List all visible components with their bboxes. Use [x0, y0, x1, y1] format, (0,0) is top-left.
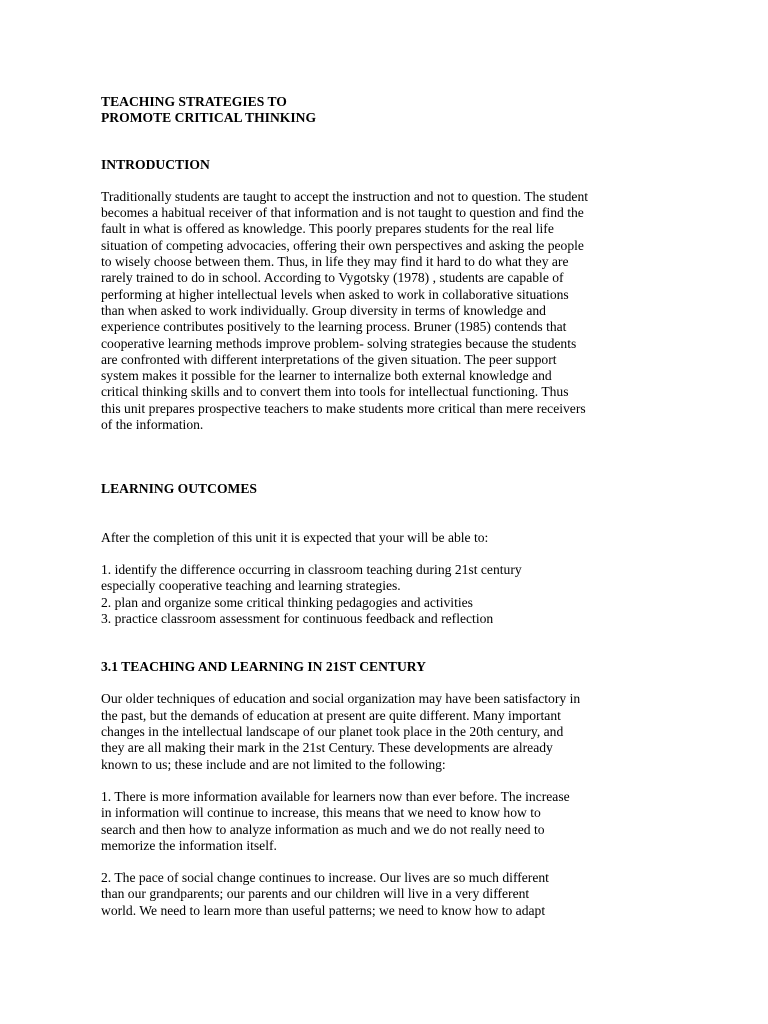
text-line: 2. The pace of social change continues to increase. Our lives are so much different: [101, 870, 549, 886]
text-line: system makes it possible for the learner to internalize both external knowledge and: [101, 368, 552, 384]
document-title: [101, 94, 681, 127]
text-line: critical thinking skills and to convert them into tools for intellectual functioning. Thus: [101, 384, 569, 400]
text-line: than our grandparents; our parents and our children will live in a very different: [101, 886, 530, 902]
learning-outcomes-heading: LEARNING OUTCOMES: [101, 481, 257, 497]
document-page: [101, 94, 681, 919]
text-line: cooperative learning methods improve problem- solving strategies because the students: [101, 335, 577, 351]
text-line: situation of competing advocacies, offering their own perspectives and asking the people: [101, 237, 584, 253]
section-3-1-heading: 3.1 TEACHING AND LEARNING IN 21ST CENTURY: [101, 659, 426, 675]
text-line: rarely trained to do in school. According to Vygotsky (1978) , students are capable of: [101, 270, 564, 286]
title-line-2: PROMOTE CRITICAL THINKING: [101, 110, 317, 126]
list-item: 3. practice classroom assessment for continuous feedback and reflection: [101, 610, 494, 626]
text-line: Traditionally students are taught to accept the instruction and not to question. The student: [101, 188, 589, 204]
section-3-1-paragraph: [101, 691, 681, 772]
text-line: After the completion of this unit it is expected that your will be able to:: [101, 529, 489, 545]
text-line: are confronted with different interpretations of the given situation. The peer support: [101, 351, 557, 367]
text-line: of the information.: [101, 417, 204, 433]
text-line: performing at higher intellectual levels when asked to work in collaborative situations: [101, 286, 569, 302]
text-line: experience contributes positively to the learning process. Bruner (1985) contends that: [101, 319, 567, 335]
introduction-paragraph: [101, 189, 681, 433]
text-line: than when asked to work individually. Group diversity in terms of knowledge and: [101, 302, 546, 318]
text-line: to wisely choose between them. Thus, in life they may find it hard to do what they are: [101, 254, 569, 270]
text-line: fault in what is offered as knowledge. This poorly prepares students for the real life: [101, 221, 554, 237]
text-line: becomes a habitual receiver of that information and is not taught to question and find the: [101, 205, 584, 221]
introduction-heading: INTRODUCTION: [101, 156, 210, 172]
text-line: in information will continue to increase, this means that we need to know how to: [101, 805, 541, 821]
list-item: 1. identify the difference occurring in classroom teaching during 21st century: [101, 561, 522, 577]
point-2-paragraph: [101, 870, 681, 919]
text-line: memorize the information itself.: [101, 837, 277, 853]
list-item: especially cooperative teaching and learning strategies.: [101, 578, 401, 594]
learning-outcomes-list: [101, 562, 681, 627]
title-line-1: TEACHING STRATEGIES TO: [101, 94, 287, 109]
text-line: known to us; these include and are not limited to the following:: [101, 756, 446, 772]
point-1-paragraph: [101, 789, 681, 854]
text-line: the past, but the demands of education at present are quite different. Many important: [101, 707, 561, 723]
list-item: 2. plan and organize some critical thinking pedagogies and activities: [101, 594, 473, 610]
text-line: Our older techniques of education and social organization may have been satisfactory in: [101, 691, 581, 707]
learning-outcomes-intro: [101, 530, 681, 546]
text-line: they are all making their mark in the 21st Century. These developments are already: [101, 740, 553, 756]
text-line: world. We need to learn more than useful patterns; we need to know how to adapt: [101, 902, 546, 918]
text-line: this unit prepares prospective teachers to make students more critical than mere receivers: [101, 400, 586, 416]
text-line: 1. There is more information available for learners now than ever before. The increase: [101, 788, 570, 804]
text-line: changes in the intellectual landscape of our planet took place in the 20th century, and: [101, 724, 564, 740]
text-line: search and then how to analyze information as much and we do not really need to: [101, 821, 545, 837]
